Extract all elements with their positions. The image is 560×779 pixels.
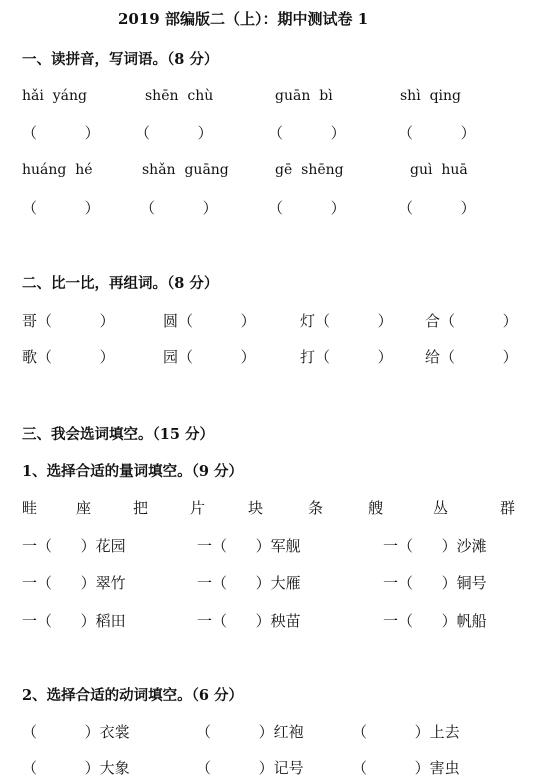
verb-blank[interactable]: （ ）上去 [352, 723, 460, 741]
pinyin-item: shì qing [400, 88, 461, 104]
measure-word-blank[interactable]: 一（ ）帆船 [383, 612, 487, 630]
answer-blank[interactable]: （ ） [268, 199, 346, 217]
page-title: 2019 部编版二（上）：期中测试卷 1 [118, 10, 369, 28]
compare-item[interactable]: 园（ ） [163, 348, 256, 366]
answer-blank[interactable]: （ ） [22, 199, 100, 217]
measure-word-blank[interactable]: 一（ ）花园 [22, 537, 126, 555]
answer-blank[interactable]: （ ） [398, 124, 476, 142]
pinyin-item: huáng hé [22, 162, 93, 178]
answer-blank[interactable]: （ ） [22, 124, 100, 142]
pinyin-item: shēn chù [145, 88, 214, 104]
word-option: 条 [308, 499, 324, 517]
verb-blank[interactable]: （ ）衣裳 [22, 723, 130, 741]
verb-blank[interactable]: （ ）记号 [196, 759, 304, 777]
measure-word-blank[interactable]: 一（ ）铜号 [383, 574, 487, 592]
section2-heading: 二、比一比，再组词。（8 分） [22, 275, 219, 292]
word-option: 丛 [433, 499, 449, 517]
compare-item[interactable]: 灯（ ） [300, 312, 393, 330]
word-option: 块 [248, 499, 264, 517]
compare-item[interactable]: 圆（ ） [163, 312, 256, 330]
answer-blank[interactable]: （ ） [398, 199, 476, 217]
section3-heading: 三、我会选词填空。（15 分） [22, 426, 214, 443]
compare-item[interactable]: 打（ ） [300, 348, 393, 366]
answer-blank[interactable]: （ ） [135, 124, 213, 142]
compare-item[interactable]: 给（ ） [425, 348, 518, 366]
pinyin-item: shǎn guāng [142, 162, 229, 178]
word-option: 座 [76, 499, 92, 517]
pinyin-item: guān bì [275, 88, 333, 104]
word-option: 畦 [22, 499, 38, 517]
section1-heading: 一、读拼音，写词语。（8 分） [22, 51, 219, 68]
word-option: 艘 [368, 499, 384, 517]
compare-item[interactable]: 哥（ ） [22, 312, 115, 330]
measure-word-blank[interactable]: 一（ ）军舰 [197, 537, 301, 555]
compare-item[interactable]: 歌（ ） [22, 348, 115, 366]
measure-word-blank[interactable]: 一（ ）沙滩 [383, 537, 487, 555]
measure-word-blank[interactable]: 一（ ）稻田 [22, 612, 126, 630]
answer-blank[interactable]: （ ） [140, 199, 218, 217]
sub2-heading: 2、选择合适的动词填空。（6 分） [22, 687, 243, 704]
word-option: 把 [133, 499, 149, 517]
pinyin-item: hǎi yáng [22, 88, 87, 104]
pinyin-item: gē shēng [275, 162, 344, 178]
word-option: 片 [190, 499, 206, 517]
verb-blank[interactable]: （ ）害虫 [352, 759, 460, 777]
pinyin-item: guì huā [410, 162, 468, 178]
measure-word-blank[interactable]: 一（ ）大雁 [197, 574, 301, 592]
verb-blank[interactable]: （ ）大象 [22, 759, 130, 777]
compare-item[interactable]: 合（ ） [425, 312, 518, 330]
word-option: 群 [500, 499, 516, 517]
verb-blank[interactable]: （ ）红袍 [196, 723, 304, 741]
measure-word-blank[interactable]: 一（ ）翠竹 [22, 574, 126, 592]
sub1-heading: 1、选择合适的量词填空。（9 分） [22, 463, 243, 480]
answer-blank[interactable]: （ ） [268, 124, 346, 142]
measure-word-blank[interactable]: 一（ ）秧苗 [197, 612, 301, 630]
